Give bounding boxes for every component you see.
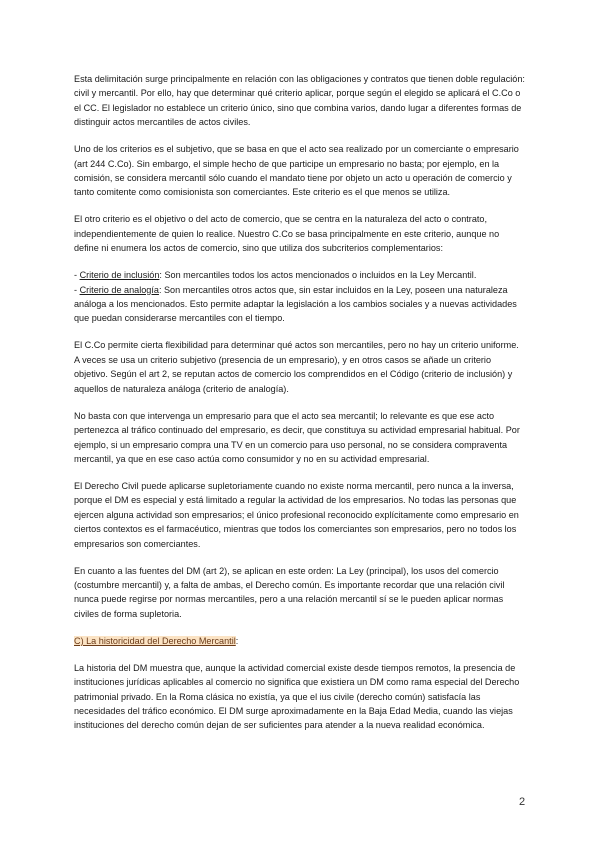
criteria-list: [74, 268, 526, 326]
paragraph-flexibility: El C.Co permite cierta flexibilidad para determinar qué actos son mercantiles, pero no hay un criterio uniforme. A veces se usa un criterio subjetivo (presencia de un empresario), y en otros casos se añade un criterio objetivo. Según el art 2, se reputan actos de comercio los comprendidos en el Código (criterio de inclusión) y aquellos de naturaleza análoga (criterio de analogía).: [74, 340, 519, 394]
list-bullet: -: [74, 284, 80, 295]
page-number: 2: [519, 796, 526, 808]
term-criterio-analogia: Criterio de analogía: [79, 284, 159, 295]
paragraph-subjective-criterion: Uno de los criterios es el subjetivo, que se basa en que el acto sea realizado por un comerciante o empresario (art 244 C.Co). Sin embargo, el simple hecho de que participe un empresario no basta; por ejemplo, en la comisión, se considera mercantil sólo cuando el mandato tiene por objeto un acto u operación de comercio y tanto comitente como comisionista son comerciantes. Este criterio es el que menos se utiliza.: [74, 144, 519, 198]
paragraph-objective-criterion: El otro criterio es el objetivo o del acto de comercio, que se centra en la naturaleza del acto o contrato, independientemente de quien lo realice. Nuestro C.Co se basa principalmente en este criterio, aunque no define ni enumera los actos de comercio, sino que utiliza dos subcriterios complementarios:: [74, 214, 500, 254]
list-item-text: : Son mercantiles otros actos que, sin estar incluidos en la Ley, poseen una naturaleza análoga a los mencionados. Esto permite adaptar la legislación a los cambios sociales y a nuevas actividades que puedan considerarse mercantiles con el tiempo.: [74, 284, 517, 324]
term-criterio-inclusion: Criterio de inclusión: [79, 270, 160, 281]
paragraph-civil-law: El Derecho Civil puede aplicarse supletoriamente cuando no existe norma mercantil, pero nunca a la inversa, porque el DM es especial y está limitado a regular la actividad de los empresarios. No todas las personas que ejercen alguna actividad son empresarios; el único profesional reconocido explícitamente como empresario en ciertos contextos es el farmacéutico, mientras que todos los comerciantes son empresarios, pero no todos los empresarios son comerciantes.: [74, 480, 519, 549]
paragraph-delimitation: Esta delimitación surge principalmente en relación con las obligaciones y contratos que tienen doble regulación: civil y mercantil. Por ello, hay que determinar qué criterio aplicar, porque según el elegido se aplicará el C.Co o el CC. El legislador no establece un criterio único, sino que combina varios, dando lugar a diferentes formas de distinguir actos mercantiles de actos civiles.: [74, 74, 525, 128]
list-item-analogy: [74, 285, 517, 324]
list-bullet: -: [74, 270, 80, 281]
paragraph-history: La historia del DM muestra que, aunque la actividad comercial existe desde tiempos remotos, la presencia de instituciones jurídicas aplicables al comercio no significa que existiera un DM como rama especial del Derecho patrimonial privado. En la Roma clásica no existía, ya que el ius civile (derecho común) satisfacía las necesidades del tráfico económico. El DM surge aproximadamente en la Baja Edad Media, cuando las viejas instituciones del derecho común dejan de ser suficientes para atender a la nueva realidad económica.: [74, 662, 520, 731]
list-item-text: : Son mercantiles todos los actos mencionados o incluidos en la Ley Mercantil.: [159, 270, 477, 281]
page-body: [74, 72, 526, 745]
section-heading-text: C) La historicidad del Derecho Mercantil: [74, 635, 236, 646]
section-heading: [74, 634, 526, 648]
paragraph-habitual-activity: No basta con que intervenga un empresario para que el acto sea mercantil; lo relevante es que ese acto pertenezca al tráfico continuado del empresario, es decir, que constituya su actividad empresarial habitual. Por ejemplo, si un empresario compra una TV en un comercio para uso personal, no se considera compraventa mercantil, ya que en ese caso actúa como consumidor y no en su actividad empresarial.: [74, 410, 520, 464]
paragraph-sources: En cuanto a las fuentes del DM (art 2), se aplican en este orden: La Ley (principal), los usos del comercio (costumbre mercantil) y, a falta de ambas, el Derecho común. Es importante recordar que una relación civil nunca puede regirse por normas mercantiles, pero a una relación mercantil sí se le pueden aplicar normas civiles de forma supletoria.: [74, 565, 505, 619]
section-heading-colon: :: [235, 635, 239, 646]
list-item-inclusion: [74, 270, 476, 280]
